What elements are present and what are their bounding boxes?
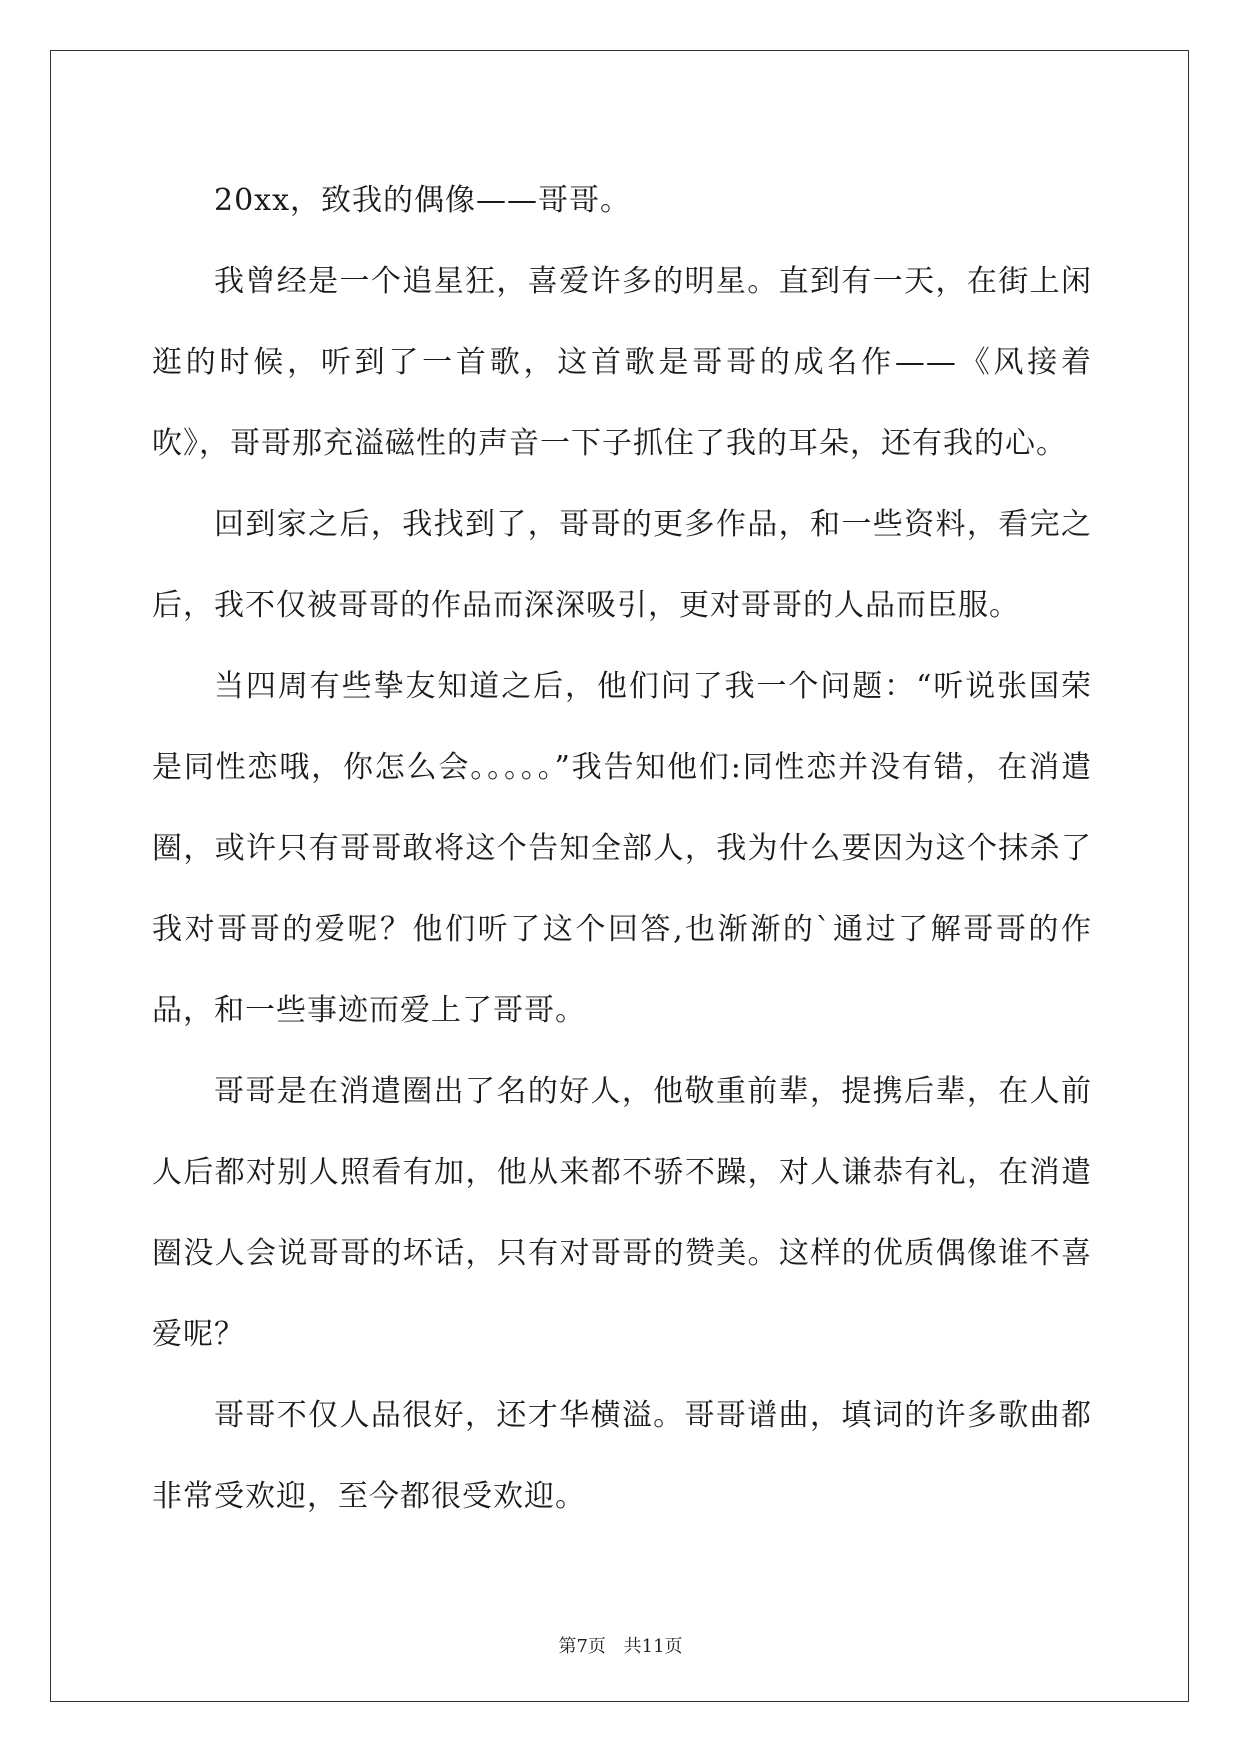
document-body — [152, 160, 1092, 1537]
page-footer — [0, 1635, 1241, 1659]
page-total: 共11页 — [623, 1636, 683, 1657]
paragraph: 回到家之后，我找到了，哥哥的更多作品，和一些资料，看完之后，我不仅被哥哥的作品而深深吸引，更对哥哥的人品而臣服。 — [152, 507, 1092, 623]
paragraph: 我曾经是一个追星狂，喜爱许多的明星。直到有一天，在街上闲逛的时候，听到了一首歌，这首歌是哥哥的成名作——《风接着吹》，哥哥那充溢磁性的声音一下子抓住了我的耳朵，还有我的心。 — [152, 264, 1092, 461]
paragraph: 20xx，致我的偶像——哥哥。 — [214, 183, 632, 218]
paragraph: 哥哥是在消遣圈出了名的好人，他敬重前辈，提携后辈，在人前人后都对别人照看有加，他从来都不骄不躁，对人谦恭有礼，在消遣圈没人会说哥哥的坏话，只有对哥哥的赞美。这样的优质偶像谁不喜爱呢？ — [152, 1074, 1092, 1352]
paragraph: 哥哥不仅人品很好，还才华横溢。哥哥谱曲，填词的许多歌曲都非常受欢迎，至今都很受欢迎。 — [152, 1398, 1092, 1514]
paragraph: 当四周有些挚友知道之后，他们问了我一个问题：“听说张国荣是同性恋哦，你怎么会。。。。。”我告知他们:同性恋并没有错，在消遣圈，或许只有哥哥敢将这个告知全部人，我为什么要因为这个抹杀了我对哥哥的爱呢？他们听了这个回答,也渐渐的`通过了解哥哥的作品，和一些事迹而爱上了哥哥。 — [152, 669, 1092, 1028]
page-number: 第7页 — [558, 1636, 606, 1657]
